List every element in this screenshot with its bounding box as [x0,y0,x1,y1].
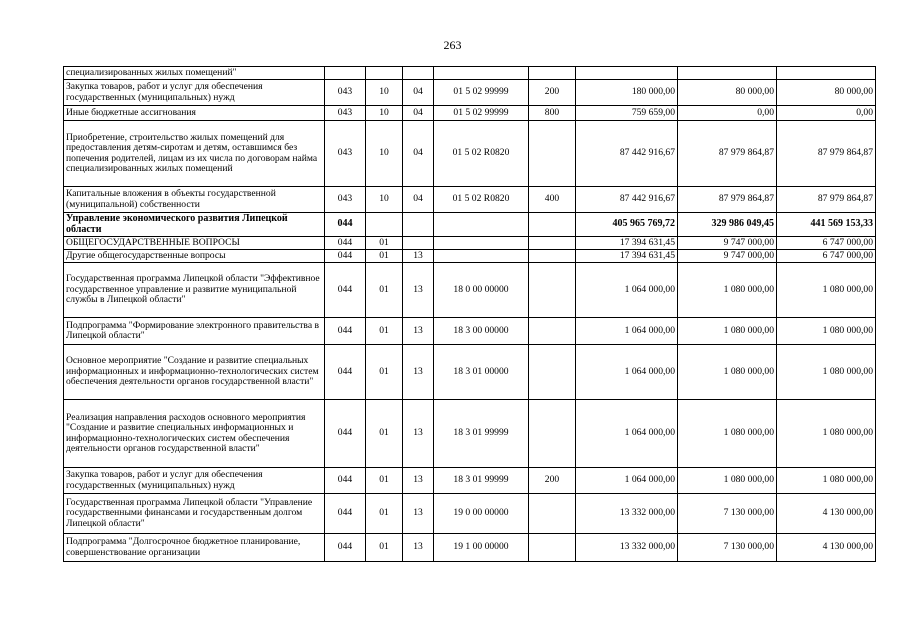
table-row [64,263,876,318]
item-name-cell: Управление экономического развития Липецкой области [64,213,325,237]
ministry-code-cell: 044 [325,237,366,250]
amount-year2-cell: 1 080 000,00 [678,318,777,345]
subsection-code-cell [403,213,434,237]
section-code-cell: 10 [366,106,403,121]
amount-year3-cell: 80 000,00 [777,80,876,106]
amount-year3-cell: 441 569 153,33 [777,213,876,237]
item-name-cell: Основное мероприятие "Создание и развитие специальных информационных и информационно-технологических систем обеспечения деятельности органов государственной власти" [64,345,325,400]
ministry-code-cell: 044 [325,250,366,263]
amount-year1-cell: 17 394 631,45 [576,237,678,250]
section-code-cell: 01 [366,250,403,263]
table-row [64,494,876,534]
table-row [64,345,876,400]
item-name-cell: Иные бюджетные ассигнования [64,106,325,121]
table-row [64,318,876,345]
item-name-cell: Реализация направления расходов основного мероприятия "Создание и развитие специальных информационных и информационно-технологических систем обеспечения деятельности органов государственной власти" [64,400,325,468]
amount-year1-cell: 1 064 000,00 [576,468,678,494]
expense-type-cell [529,345,576,400]
item-name-cell: Подпрограмма "Формирование электронного правительства в Липецкой области" [64,318,325,345]
table-row [64,121,876,187]
amount-year1-cell: 87 442 916,67 [576,121,678,187]
table-row [64,80,876,106]
section-code-cell: 01 [366,345,403,400]
target-article-cell: 18 0 00 00000 [434,263,529,318]
amount-year2-cell: 1 080 000,00 [678,400,777,468]
amount-year1-cell: 180 000,00 [576,80,678,106]
amount-year1-cell: 87 442 916,67 [576,187,678,213]
expense-type-cell: 400 [529,187,576,213]
expense-type-cell [529,263,576,318]
amount-year2-cell: 0,00 [678,106,777,121]
subsection-code-cell: 04 [403,106,434,121]
table-row [64,187,876,213]
subsection-code-cell: 13 [403,400,434,468]
item-name-cell: Приобретение, строительство жилых помещений для предоставления детям-сиротам и детям, оставшимся без попечения родителей, лицам из их числа по договорам найма специализированных жилых помещений [64,121,325,187]
amount-year2-cell: 1 080 000,00 [678,345,777,400]
expense-type-cell [529,534,576,562]
amount-year3-cell: 1 080 000,00 [777,400,876,468]
ministry-code-cell: 043 [325,106,366,121]
amount-year2-cell [678,67,777,80]
ministry-code-cell [325,67,366,80]
expense-type-cell [529,67,576,80]
amount-year1-cell: 759 659,00 [576,106,678,121]
target-article-cell: 18 3 00 00000 [434,318,529,345]
amount-year1-cell: 1 064 000,00 [576,400,678,468]
amount-year3-cell: 6 747 000,00 [777,237,876,250]
table-row [64,237,876,250]
amount-year2-cell: 87 979 864,87 [678,187,777,213]
section-code-cell [366,213,403,237]
target-article-cell [434,213,529,237]
expense-type-cell [529,250,576,263]
subsection-code-cell: 13 [403,534,434,562]
item-name-cell: Государственная программа Липецкой области "Эффективное государственное управление и развитие муниципальной службы в Липецкой области" [64,263,325,318]
target-article-cell: 01 5 02 R0820 [434,187,529,213]
ministry-code-cell: 044 [325,534,366,562]
item-name-cell: ОБЩЕГОСУДАРСТВЕННЫЕ ВОПРОСЫ [64,237,325,250]
section-code-cell: 01 [366,318,403,345]
table-row [64,250,876,263]
item-name-cell: Государственная программа Липецкой области "Управление государственными финансами и государственным долгом Липецкой области" [64,494,325,534]
ministry-code-cell: 044 [325,213,366,237]
ministry-code-cell: 043 [325,121,366,187]
amount-year3-cell [777,67,876,80]
subsection-code-cell [403,237,434,250]
amount-year2-cell: 329 986 049,45 [678,213,777,237]
expense-type-cell: 800 [529,106,576,121]
amount-year3-cell: 1 080 000,00 [777,468,876,494]
section-code-cell: 01 [366,263,403,318]
subsection-code-cell [403,67,434,80]
target-article-cell: 18 3 01 99999 [434,468,529,494]
subsection-code-cell: 04 [403,187,434,213]
table-row [64,67,876,80]
target-article-cell: 01 5 02 99999 [434,80,529,106]
amount-year1-cell: 405 965 769,72 [576,213,678,237]
target-article-cell: 01 5 02 99999 [434,106,529,121]
ministry-code-cell: 044 [325,494,366,534]
target-article-cell: 18 3 01 00000 [434,345,529,400]
section-code-cell: 10 [366,187,403,213]
ministry-code-cell: 044 [325,263,366,318]
expense-type-cell [529,494,576,534]
amount-year3-cell: 4 130 000,00 [777,534,876,562]
amount-year2-cell: 9 747 000,00 [678,250,777,263]
amount-year2-cell: 1 080 000,00 [678,263,777,318]
item-name-cell: Закупка товаров, работ и услуг для обеспечения государственных (муниципальных) нужд [64,468,325,494]
target-article-cell: 01 5 02 R0820 [434,121,529,187]
amount-year2-cell: 87 979 864,87 [678,121,777,187]
subsection-code-cell: 13 [403,345,434,400]
amount-year2-cell: 7 130 000,00 [678,534,777,562]
amount-year3-cell: 1 080 000,00 [777,345,876,400]
section-code-cell: 01 [366,400,403,468]
table-row [64,468,876,494]
target-article-cell [434,237,529,250]
subsection-code-cell: 04 [403,80,434,106]
target-article-cell: 18 3 01 99999 [434,400,529,468]
table-row [64,106,876,121]
item-name-cell: Другие общегосударственные вопросы [64,250,325,263]
page-number: 263 [443,38,462,52]
amount-year1-cell: 1 064 000,00 [576,318,678,345]
item-name-cell: Подпрограмма "Долгосрочное бюджетное планирование, совершенствование организации [64,534,325,562]
item-name-cell: Закупка товаров, работ и услуг для обеспечения государственных (муниципальных) нужд [64,80,325,106]
subsection-code-cell: 13 [403,263,434,318]
section-code-cell: 01 [366,534,403,562]
table-row [64,400,876,468]
target-article-cell [434,67,529,80]
table-row [64,534,876,562]
ministry-code-cell: 043 [325,187,366,213]
amount-year3-cell: 87 979 864,87 [777,187,876,213]
subsection-code-cell: 04 [403,121,434,187]
expense-type-cell [529,400,576,468]
ministry-code-cell: 044 [325,400,366,468]
amount-year3-cell: 4 130 000,00 [777,494,876,534]
section-code-cell [366,67,403,80]
amount-year1-cell: 13 332 000,00 [576,534,678,562]
section-code-cell: 10 [366,121,403,187]
subsection-code-cell: 13 [403,318,434,345]
amount-year1-cell: 1 064 000,00 [576,345,678,400]
section-code-cell: 01 [366,468,403,494]
amount-year3-cell: 0,00 [777,106,876,121]
amount-year3-cell: 1 080 000,00 [777,318,876,345]
amount-year1-cell [576,67,678,80]
expense-type-cell [529,237,576,250]
ministry-code-cell: 044 [325,318,366,345]
amount-year3-cell: 6 747 000,00 [777,250,876,263]
amount-year2-cell: 7 130 000,00 [678,494,777,534]
subsection-code-cell: 13 [403,468,434,494]
ministry-code-cell: 043 [325,80,366,106]
subsection-code-cell: 13 [403,494,434,534]
budget-table [63,66,876,562]
target-article-cell: 19 1 00 00000 [434,534,529,562]
expense-type-cell: 200 [529,468,576,494]
section-code-cell: 01 [366,494,403,534]
amount-year2-cell: 80 000,00 [678,80,777,106]
expense-type-cell: 200 [529,80,576,106]
expense-type-cell [529,121,576,187]
amount-year2-cell: 1 080 000,00 [678,468,777,494]
item-name-cell: Капитальные вложения в объекты государственной (муниципальной) собственности [64,187,325,213]
item-name-cell: специализированных жилых помещений" [64,67,325,80]
expense-type-cell [529,213,576,237]
table-row [64,213,876,237]
target-article-cell [434,250,529,263]
amount-year1-cell: 17 394 631,45 [576,250,678,263]
amount-year1-cell: 13 332 000,00 [576,494,678,534]
ministry-code-cell: 044 [325,468,366,494]
section-code-cell: 01 [366,237,403,250]
amount-year3-cell: 1 080 000,00 [777,263,876,318]
amount-year1-cell: 1 064 000,00 [576,263,678,318]
expense-type-cell [529,318,576,345]
budget-table-body [64,67,876,562]
ministry-code-cell: 044 [325,345,366,400]
amount-year2-cell: 9 747 000,00 [678,237,777,250]
subsection-code-cell: 13 [403,250,434,263]
section-code-cell: 10 [366,80,403,106]
target-article-cell: 19 0 00 00000 [434,494,529,534]
amount-year3-cell: 87 979 864,87 [777,121,876,187]
